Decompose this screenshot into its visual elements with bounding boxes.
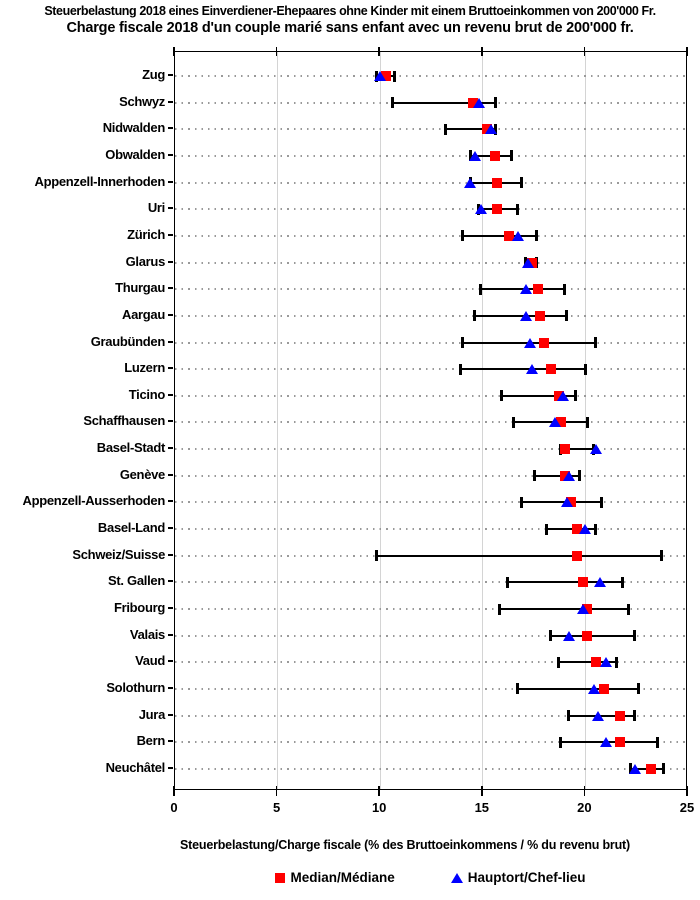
- canton-label: Ticino: [128, 386, 165, 402]
- range-cap-left: [479, 284, 482, 295]
- chart-title-german: Steuerbelastung 2018 eines Einverdiener-Ehepaares ohne Kinder mit einem Bruttoeinkommen von 200'000 Fr.: [44, 4, 656, 18]
- range-cap-right: [660, 550, 663, 561]
- capital-marker: [561, 497, 573, 507]
- capital-marker: [520, 284, 532, 294]
- range-cap-right: [600, 497, 603, 508]
- capital-marker: [579, 524, 591, 534]
- range-cap-right: [627, 604, 630, 615]
- x-axis-tick: [173, 786, 175, 796]
- x-tick-label: 10: [371, 800, 387, 815]
- legend-label-capital: Hauptort/Chef-lieu: [467, 870, 586, 885]
- range-cap-right: [656, 737, 659, 748]
- canton-label: St. Gallen: [108, 573, 165, 589]
- range-bar: [376, 555, 661, 557]
- capital-marker: [557, 391, 569, 401]
- x-axis-tick: [481, 47, 483, 56]
- canton-axis-tick: [168, 261, 173, 263]
- canton-label: Glarus: [125, 253, 165, 269]
- canton-axis-tick: [168, 554, 173, 556]
- canton-label: Fribourg: [113, 600, 165, 615]
- canton-label: Zürich: [127, 226, 165, 242]
- range-cap-right: [578, 470, 581, 481]
- capital-marker: [473, 98, 485, 108]
- x-axis-tick: [686, 786, 688, 796]
- row-guide-dots: [175, 475, 686, 477]
- x-axis-tick: [276, 47, 278, 56]
- chart-title-french: Charge fiscale 2018 d'un couple marié sans enfant avec un revenu brut de 200'000 fr.: [66, 20, 634, 36]
- canton-axis-tick: [168, 714, 173, 716]
- range-cap-right: [494, 97, 497, 108]
- canton-label: Aargau: [122, 306, 165, 322]
- range-cap-right: [516, 204, 519, 215]
- canton-axis-tick: [168, 740, 173, 742]
- median-marker: [615, 737, 625, 747]
- range-cap-right: [565, 310, 568, 321]
- canton-axis-tick: [168, 580, 173, 582]
- row-guide-dots: [175, 501, 686, 503]
- capital-marker: [563, 471, 575, 481]
- canton-axis-tick: [168, 527, 173, 529]
- x-axis-tick: [584, 786, 586, 796]
- range-cap-left: [459, 364, 462, 375]
- median-marker: [535, 311, 545, 321]
- canton-label: Luzern: [124, 360, 165, 376]
- canton-label: Schweiz/Suisse: [72, 546, 165, 562]
- capital-marker: [600, 737, 612, 747]
- canton-label: Jura: [138, 706, 165, 722]
- canton-axis-tick: [168, 767, 173, 769]
- canton-axis-tick: [168, 154, 173, 156]
- row-guide-dots: [175, 208, 686, 210]
- canton-label: Appenzell-Innerhoden: [34, 173, 165, 189]
- x-axis-label: Steuerbelastung/Charge fiscale (% des Bruttoeinkommens / % du revenu brut): [180, 838, 630, 852]
- canton-axis-tick: [168, 74, 173, 76]
- capital-marker: [475, 204, 487, 214]
- capital-marker: [590, 444, 602, 454]
- x-tick-label: 20: [577, 800, 592, 815]
- range-cap-left: [473, 310, 476, 321]
- legend-item-median: [275, 870, 394, 885]
- canton-axis-tick: [168, 474, 173, 476]
- row-guide-dots: [175, 768, 686, 770]
- range-cap-left: [375, 550, 378, 561]
- range-cap-right: [662, 763, 665, 774]
- row-guide-dots: [175, 448, 686, 450]
- row-guide-dots: [175, 395, 686, 397]
- canton-label: Solothurn: [106, 679, 165, 695]
- row-guide-dots: [175, 128, 686, 130]
- x-axis-tick: [276, 786, 278, 796]
- range-cap-left: [444, 124, 447, 135]
- range-cap-right: [510, 150, 513, 161]
- canton-axis-tick: [168, 287, 173, 289]
- canton-axis-tick: [168, 394, 173, 396]
- capital-marker: [522, 258, 534, 268]
- legend-label-median: Median/Médiane: [290, 870, 395, 885]
- canton-axis-tick: [168, 500, 173, 502]
- range-cap-left: [533, 470, 536, 481]
- range-cap-left: [461, 230, 464, 241]
- median-marker: [560, 444, 570, 454]
- range-cap-left: [559, 737, 562, 748]
- capital-marker: [577, 604, 589, 614]
- legend: [174, 870, 687, 885]
- canton-axis-tick: [168, 660, 173, 662]
- range-cap-left: [391, 97, 394, 108]
- range-cap-right: [563, 284, 566, 295]
- capital-marker: [600, 657, 612, 667]
- canton-label: Neuchâtel: [105, 759, 165, 775]
- capital-marker: [485, 124, 497, 134]
- range-cap-left: [500, 390, 503, 401]
- capital-marker: [592, 711, 604, 721]
- median-marker: [539, 338, 549, 348]
- range-cap-right: [594, 337, 597, 348]
- x-tick-label: 15: [474, 800, 490, 815]
- range-cap-right: [633, 630, 636, 641]
- x-tick-label: 25: [679, 800, 695, 815]
- range-cap-left: [545, 524, 548, 535]
- x-tick-label: 0: [170, 800, 178, 815]
- median-marker: [533, 284, 543, 294]
- canton-label: Zug: [142, 67, 165, 82]
- canton-axis-tick: [168, 207, 173, 209]
- capital-marker: [374, 71, 386, 81]
- median-marker: [599, 684, 609, 694]
- x-axis-tick: [481, 786, 483, 796]
- capital-marker: [629, 764, 641, 774]
- row-guide-dots: [175, 182, 686, 184]
- capital-marker: [594, 577, 606, 587]
- median-marker: [490, 151, 500, 161]
- row-guide-dots: [175, 262, 686, 264]
- row-guide-dots: [175, 288, 686, 290]
- range-cap-left: [567, 710, 570, 721]
- x-axis-tick: [378, 786, 380, 796]
- canton-axis-tick: [168, 127, 173, 129]
- capital-marker: [512, 231, 524, 241]
- row-guide-dots: [175, 342, 686, 344]
- range-cap-left: [557, 657, 560, 668]
- canton-label: Nidwalden: [102, 120, 165, 136]
- median-marker: [615, 711, 625, 721]
- capital-marker: [520, 311, 532, 321]
- range-cap-right: [535, 230, 538, 241]
- range-cap-right: [637, 683, 640, 694]
- median-marker: [578, 577, 588, 587]
- capital-marker: [588, 684, 600, 694]
- canton-label: Obwalden: [105, 146, 165, 162]
- range-bar: [499, 608, 628, 610]
- canton-label: Thurgau: [115, 280, 165, 296]
- capital-marker: [464, 178, 476, 188]
- median-marker: [582, 631, 592, 641]
- x-axis-tick: [584, 47, 586, 56]
- range-cap-left: [498, 604, 501, 615]
- canton-label: Valais: [129, 626, 165, 642]
- capital-marker: [524, 338, 536, 348]
- row-guide-dots: [175, 528, 686, 530]
- row-guide-dots: [175, 421, 686, 423]
- range-cap-right: [520, 177, 523, 188]
- canton-label: Vaud: [135, 653, 165, 669]
- canton-axis-tick: [168, 634, 173, 636]
- x-axis-tick: [378, 47, 380, 56]
- canton-label: Basel-Stadt: [96, 440, 165, 456]
- median-marker: [546, 364, 556, 374]
- capital-marker: [469, 151, 481, 161]
- median-marker: [492, 178, 502, 188]
- range-cap-right: [594, 524, 597, 535]
- range-cap-left: [520, 497, 523, 508]
- range-cap-left: [461, 337, 464, 348]
- range-cap-right: [615, 657, 618, 668]
- row-guide-dots: [175, 368, 686, 370]
- range-bar: [518, 688, 639, 690]
- canton-axis-tick: [168, 447, 173, 449]
- capital-marker: [549, 417, 561, 427]
- canton-axis-tick: [168, 367, 173, 369]
- row-guide-dots: [175, 235, 686, 237]
- x-axis-tick: [173, 47, 175, 56]
- x-axis-tick: [686, 47, 688, 56]
- capital-marker: [563, 631, 575, 641]
- range-cap-right: [574, 390, 577, 401]
- canton-label: Genève: [119, 466, 165, 482]
- canton-label: Basel-Land: [97, 520, 165, 536]
- median-marker: [646, 764, 656, 774]
- canton-axis-tick: [168, 687, 173, 689]
- capital-marker: [526, 364, 538, 374]
- canton-axis-tick: [168, 234, 173, 236]
- capital-triangle-icon: [451, 873, 463, 883]
- canton-label: Schaffhausen: [83, 413, 165, 429]
- range-cap-left: [512, 417, 515, 428]
- range-bar: [460, 368, 585, 370]
- row-guide-dots: [175, 75, 686, 77]
- median-marker: [572, 551, 582, 561]
- range-cap-right: [584, 364, 587, 375]
- row-guide-dots: [175, 315, 686, 317]
- range-cap-right: [393, 71, 396, 82]
- canton-label: Schwyz: [119, 93, 165, 109]
- canton-axis-tick: [168, 420, 173, 422]
- x-tick-label: 5: [272, 800, 281, 815]
- legend-item-capital: [451, 870, 586, 885]
- range-bar: [462, 235, 536, 237]
- range-cap-left: [549, 630, 552, 641]
- median-square-icon: [275, 873, 285, 883]
- range-cap-right: [633, 710, 636, 721]
- canton-axis-tick: [168, 341, 173, 343]
- canton-label: Graubünden: [90, 333, 165, 349]
- canton-axis-tick: [168, 181, 173, 183]
- range-cap-right: [621, 577, 624, 588]
- row-guide-dots: [175, 155, 686, 157]
- canton-axis-tick: [168, 607, 173, 609]
- canton-label: Bern: [136, 733, 165, 749]
- range-cap-right: [586, 417, 589, 428]
- canton-axis-tick: [168, 314, 173, 316]
- plot-area: [174, 51, 687, 790]
- median-marker: [492, 204, 502, 214]
- canton-label: Appenzell-Ausserhoden: [22, 493, 165, 509]
- canton-label: Uri: [147, 200, 165, 216]
- range-cap-left: [506, 577, 509, 588]
- canton-axis-tick: [168, 101, 173, 103]
- range-cap-left: [516, 683, 519, 694]
